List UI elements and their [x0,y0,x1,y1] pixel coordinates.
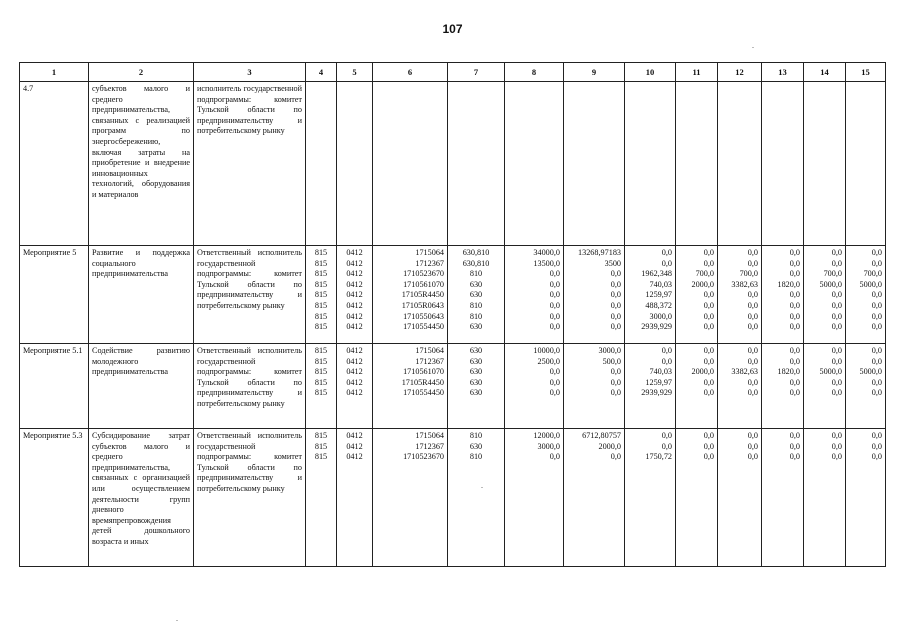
cell-value: 815 [314,279,328,289]
cell-value: 630 [469,441,483,451]
value-cell-8 [505,82,564,246]
cell-value: 0,0 [789,356,800,366]
cell-value: 0,0 [789,258,800,268]
value-cell-12 [718,429,762,567]
cell-value: 5000,0 [859,367,882,377]
cell-value: 0,0 [703,356,714,366]
row-name-cell: Содействие развитию молодежного предпринимательства [89,344,194,429]
cell-value: 1715064 [415,248,444,257]
cell-value: 630 [469,290,483,300]
cell-value: 0,0 [831,300,842,310]
value-cell-11 [676,344,718,429]
cell-value: 815 [314,346,328,355]
cell-value: 0,0 [703,388,714,398]
row-id-cell: Мероприятие 5.1 [20,344,89,429]
cell-value: 0,0 [610,388,621,398]
cell-value: 0,0 [871,248,882,257]
cell-value: 815 [314,452,328,462]
cell-value: 0,0 [831,311,842,321]
cell-value: 1710523670 [403,452,444,462]
cell-value: 0412 [346,431,363,440]
cell-value: 0,0 [661,248,672,257]
header-cell-13: 13 [762,63,804,82]
cell-value: 0,0 [703,452,714,462]
cell-value: 1259,97 [645,377,672,387]
cell-value: 810 [469,311,483,321]
cell-value: 700,0 [739,269,758,279]
cell-value: 1712367 [415,356,444,366]
value-cell-11 [676,246,718,344]
cell-value: 0,0 [747,311,758,321]
value-cell-10 [625,82,676,246]
cell-value: 0,0 [549,377,560,387]
cell-value: 5000,0 [859,279,882,289]
cell-value: 1820,0 [777,367,800,377]
cell-value: 13268,97183 [578,248,621,257]
cell-value: 0,0 [703,377,714,387]
cell-value: 0,0 [747,441,758,451]
cell-value: 0,0 [610,377,621,387]
value-cell-12 [718,344,762,429]
header-row [20,63,886,82]
cell-value: 0,0 [831,258,842,268]
cell-value: 500,0 [602,356,621,366]
cell-value: 1710561070 [403,367,444,377]
cell-value: 0,0 [831,388,842,398]
cell-value: 815 [314,311,328,321]
header-cell-7: 7 [448,63,505,82]
header-cell-1: 1 [20,63,89,82]
cell-value: 700,0 [695,269,714,279]
value-cell-5 [337,429,373,567]
value-cell-11 [676,429,718,567]
value-cell-13 [762,429,804,567]
header-cell-4: 4 [306,63,337,82]
value-cell-4 [306,429,337,567]
cell-value: 0,0 [871,356,882,366]
value-cell-7 [448,429,505,567]
cell-value: 0,0 [789,269,800,279]
value-cell-15 [846,82,886,246]
cell-value: 0412 [346,258,363,268]
cell-value: 0,0 [871,452,882,462]
value-cell-6 [373,82,448,246]
cell-value: 3000,0 [537,441,560,451]
cell-value: 815 [314,258,328,268]
value-cell-9 [564,344,625,429]
cell-value: 0,0 [549,452,560,462]
cell-value: 0,0 [703,290,714,300]
cell-value: 0,0 [549,269,560,279]
value-cell-9 [564,82,625,246]
row-id-cell: 4.7 [20,82,89,246]
value-cell-4 [306,246,337,344]
cell-value: 0,0 [703,322,714,332]
cell-value: 630 [469,356,483,366]
cell-value: 630 [469,377,483,387]
value-cell-6 [373,344,448,429]
cell-value: 740,03 [649,279,672,289]
cell-value: 810 [469,431,483,440]
row-name-cell: Развитие и поддержка социального предпринимательства [89,246,194,344]
cell-value: 0,0 [831,377,842,387]
cell-value: 0,0 [747,377,758,387]
cell-value: 2939,929 [641,388,672,398]
value-cell-15 [846,246,886,344]
value-cell-9 [564,429,625,567]
cell-value: 815 [314,269,328,279]
cell-value: 2500,0 [537,356,560,366]
program-table [19,62,886,567]
cell-value: 0,0 [871,441,882,451]
value-cell-4 [306,344,337,429]
cell-value: 0,0 [789,377,800,387]
cell-value: 17105R0643 [401,300,444,310]
cell-value: 1712367 [415,258,444,268]
cell-value: 0,0 [610,367,621,377]
cell-value: 1259,97 [645,290,672,300]
cell-value: 815 [314,441,328,451]
cell-value: 740,03 [649,367,672,377]
cell-value: 1712367 [415,441,444,451]
cell-value: 0,0 [703,248,714,257]
cell-value: 0,0 [789,290,800,300]
cell-value: 815 [314,322,328,332]
value-cell-14 [804,82,846,246]
cell-value: 3382,63 [731,279,758,289]
cell-value: 0412 [346,367,363,377]
cell-value: 630 [469,346,483,355]
cell-value: 0412 [346,300,363,310]
value-cell-15 [846,429,886,567]
cell-value: 0,0 [549,388,560,398]
cell-value: 0,0 [831,290,842,300]
cell-value: 0,0 [661,258,672,268]
cell-value: 3000,0 [649,311,672,321]
cell-value: 0,0 [747,452,758,462]
value-cell-10 [625,429,676,567]
cell-value: 815 [314,377,328,387]
cell-value: 0,0 [747,322,758,332]
cell-value: 1710550643 [403,311,444,321]
cell-value: 0412 [346,248,363,257]
cell-value: 0,0 [789,388,800,398]
header-cell-3: 3 [194,63,306,82]
value-cell-13 [762,82,804,246]
header-cell-12: 12 [718,63,762,82]
cell-value: 0412 [346,346,363,355]
cell-value: 3500 [604,258,621,268]
cell-value: 0,0 [747,388,758,398]
cell-value: 0,0 [747,258,758,268]
value-cell-4 [306,82,337,246]
cell-value: 0412 [346,377,363,387]
cell-value: 0,0 [661,346,672,355]
row-executor-cell: Ответственный исполнитель государственной подпрограммы: комитет Тульской области по предпринимательству и потребительскому рынку [194,344,306,429]
cell-value: 13500,0 [533,258,560,268]
value-cell-7 [448,344,505,429]
table-row [20,429,886,567]
cell-value: 0,0 [789,322,800,332]
cell-value: 5000,0 [819,279,842,289]
value-cell-10 [625,344,676,429]
cell-value: 0412 [346,388,363,398]
cell-value: 630,810 [462,248,490,257]
cell-value: 700,0 [823,269,842,279]
cell-value: 0,0 [747,356,758,366]
cell-value: 0,0 [831,356,842,366]
cell-value: 0,0 [610,452,621,462]
cell-value: 0,0 [549,311,560,321]
cell-value: 630 [469,279,483,289]
cell-value: 1962,348 [641,269,672,279]
cell-value: 0,0 [610,269,621,279]
cell-value: 0412 [346,311,363,321]
value-cell-7 [448,82,505,246]
cell-value: 0,0 [703,300,714,310]
cell-value: 0,0 [610,300,621,310]
cell-value: 0,0 [610,279,621,289]
value-cell-5 [337,82,373,246]
cell-value: 815 [314,248,328,257]
cell-value: 0,0 [789,346,800,355]
page-number: 107 [442,22,463,36]
cell-value: 0,0 [747,248,758,257]
header-cell-10: 10 [625,63,676,82]
cell-value: 1710561070 [403,279,444,289]
cell-value: 0,0 [789,431,800,440]
cell-value: 3382,63 [731,367,758,377]
cell-value: 810 [469,269,483,279]
cell-value: 0,0 [661,356,672,366]
header-cell-11: 11 [676,63,718,82]
cell-value: 0,0 [747,431,758,440]
cell-value: 2000,0 [691,279,714,289]
header-cell-6: 6 [373,63,448,82]
value-cell-6 [373,429,448,567]
cell-value: 0,0 [871,377,882,387]
cell-value: 815 [314,356,328,366]
row-executor-cell: Ответственный исполнитель государственной подпрограммы: комитет Тульской области по предпринимательству и потребительскому рынку [194,429,306,567]
cell-value: 0,0 [789,248,800,257]
scan-speck [481,487,483,488]
value-cell-10 [625,246,676,344]
row-executor-cell: исполнитель государственной подпрограммы: комитет Тульской области по предпринимательству и потребительскому рынку [194,82,306,246]
cell-value: 700,0 [863,269,882,279]
cell-value: 0,0 [703,258,714,268]
cell-value: 0,0 [747,346,758,355]
cell-value: 0,0 [747,300,758,310]
cell-value: 0412 [346,452,363,462]
row-id-cell: Мероприятие 5.3 [20,429,89,567]
cell-value: 810 [469,300,483,310]
cell-value: 0,0 [871,388,882,398]
row-name-cell: субъектов малого и среднего предпринимательства, связанных с реализацией программ по энергосбережению, включая затраты на приобретение и внедрение инновационных технологий, оборудования и материалов [89,82,194,246]
cell-value: 0,0 [789,300,800,310]
value-cell-9 [564,246,625,344]
cell-value: 488,372 [645,300,672,310]
cell-value: 0,0 [831,452,842,462]
cell-value: 0,0 [831,322,842,332]
cell-value: 2000,0 [691,367,714,377]
cell-value: 0,0 [549,279,560,289]
header-cell-8: 8 [505,63,564,82]
header-cell-14: 14 [804,63,846,82]
value-cell-8 [505,344,564,429]
cell-value: 0,0 [549,290,560,300]
cell-value: 2939,929 [641,322,672,332]
cell-value: 0,0 [871,346,882,355]
cell-value: 0,0 [610,311,621,321]
table-row [20,344,886,429]
row-executor-cell: Ответственный исполнитель государственной подпрограммы: комитет Тульской области по предпринимательству и потребительскому рынку [194,246,306,344]
cell-value: 1710554450 [403,388,444,398]
value-cell-5 [337,246,373,344]
cell-value: 0412 [346,441,363,451]
value-cell-14 [804,344,846,429]
value-cell-7 [448,246,505,344]
cell-value: 0,0 [549,367,560,377]
cell-value: 0,0 [549,322,560,332]
value-cell-6 [373,246,448,344]
cell-value: 815 [314,388,328,398]
cell-value: 1710554450 [403,322,444,332]
value-cell-12 [718,246,762,344]
cell-value: 630 [469,367,483,377]
cell-value: 34000,0 [533,248,560,257]
scan-speck [176,620,178,621]
cell-value: 0,0 [549,300,560,310]
cell-value: 2000,0 [598,441,621,451]
cell-value: 630 [469,322,483,332]
cell-value: 0,0 [831,248,842,257]
cell-value: 6712,80757 [582,431,621,440]
cell-value: 815 [314,290,328,300]
cell-value: 0412 [346,279,363,289]
cell-value: 0,0 [610,322,621,332]
cell-value: 0,0 [703,441,714,451]
cell-value: 0,0 [703,346,714,355]
cell-value: 12000,0 [533,431,560,440]
cell-value: 5000,0 [819,367,842,377]
cell-value: 0,0 [661,431,672,440]
scan-speck [752,47,754,48]
cell-value: 0,0 [789,311,800,321]
table-row [20,82,886,246]
cell-value: 0,0 [610,290,621,300]
value-cell-12 [718,82,762,246]
cell-value: 630,810 [462,258,490,268]
cell-value: 810 [469,452,483,462]
cell-value: 0,0 [871,300,882,310]
cell-value: 0,0 [703,431,714,440]
cell-value: 0412 [346,322,363,332]
value-cell-15 [846,344,886,429]
cell-value: 0,0 [747,290,758,300]
cell-value: 0,0 [871,290,882,300]
value-cell-14 [804,429,846,567]
cell-value: 3000,0 [598,346,621,355]
cell-value: 0,0 [871,431,882,440]
value-cell-13 [762,246,804,344]
value-cell-5 [337,344,373,429]
cell-value: 0,0 [831,346,842,355]
cell-value: 17105R4450 [401,377,444,387]
cell-value: 0,0 [871,322,882,332]
cell-value: 0412 [346,269,363,279]
cell-value: 0,0 [703,311,714,321]
cell-value: 0,0 [789,441,800,451]
header-cell-2: 2 [89,63,194,82]
cell-value: 0,0 [871,258,882,268]
table-row [20,246,886,344]
value-cell-11 [676,82,718,246]
cell-value: 0412 [346,356,363,366]
cell-value: 0,0 [831,431,842,440]
cell-value: 1715064 [415,431,444,440]
cell-value: 10000,0 [533,346,560,355]
value-cell-13 [762,344,804,429]
cell-value: 815 [314,367,328,377]
value-cell-8 [505,246,564,344]
value-cell-8 [505,429,564,567]
cell-value: 0,0 [661,441,672,451]
header-cell-15: 15 [846,63,886,82]
cell-value: 1750,72 [645,452,672,462]
cell-value: 0,0 [831,441,842,451]
cell-value: 630 [469,388,483,398]
cell-value: 1710523670 [403,269,444,279]
header-cell-9: 9 [564,63,625,82]
cell-value: 0,0 [871,311,882,321]
cell-value: 0,0 [789,452,800,462]
row-id-cell: Мероприятие 5 [20,246,89,344]
cell-value: 815 [314,300,328,310]
cell-value: 1715064 [415,346,444,355]
cell-value: 1820,0 [777,279,800,289]
cell-value: 815 [314,431,328,440]
cell-value: 17105R4450 [401,290,444,300]
cell-value: 0412 [346,290,363,300]
header-cell-5: 5 [337,63,373,82]
value-cell-14 [804,246,846,344]
row-name-cell: Субсидирование затрат субъектов малого и среднего предпринимательства, связанных с организацией или осуществлением деятельности групп дневного времяпрепровождения детей дошкольного возраста и иных [89,429,194,567]
